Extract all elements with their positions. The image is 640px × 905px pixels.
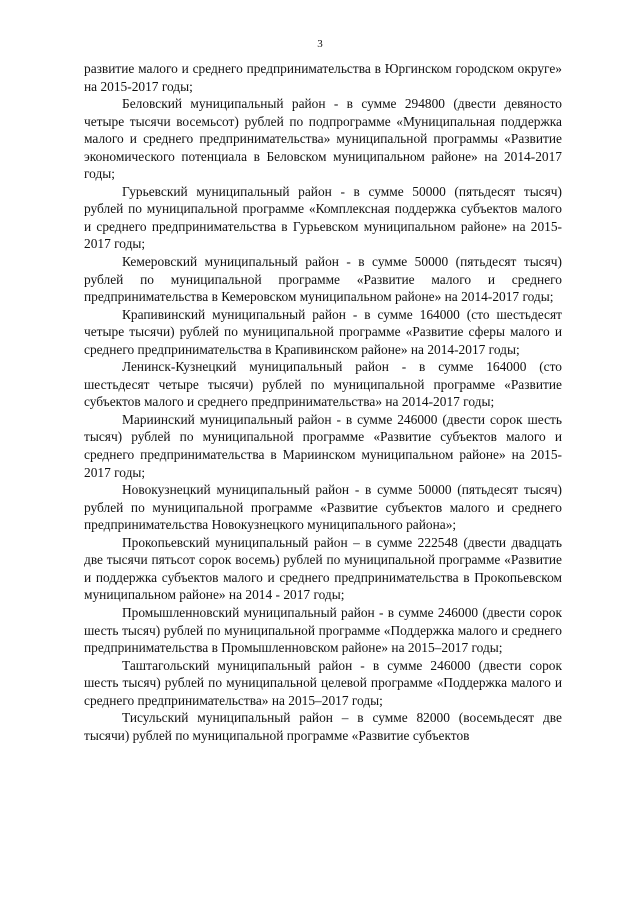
document-body xyxy=(84,60,562,744)
paragraph-promyshlennovsky: Промышленновский муниципальный район - в сумме 246000 (двести сорок шесть тысяч) рублей по муниципальной программе «Поддержка малого и среднего предпринимательства в Промышленновском районе» на 2015–2017 годы; xyxy=(84,604,562,656)
paragraph-mariinsky: Мариинский муниципальный район - в сумме 246000 (двести сорок шесть тысяч) рублей по муниципальной программе «Развитие субъектов малого и среднего предпринимательства в Мариинском муниципальном районе» на 2015-2017 годы; xyxy=(84,411,562,480)
paragraph-leninsk-kuznetsky: Ленинск-Кузнецкий муниципальный район - в сумме 164000 (сто шестьдесят четыре тысячи) рублей по муниципальной программе «Развитие субъектов малого и среднего предпринимательства» на 2014-2017 годы; xyxy=(84,359,562,410)
paragraph-prokopyevsky: Прокопьевский муниципальный район – в сумме 222548 (двести двадцать две тысячи пятьсот сорок восемь) рублей по муниципальной программе «Развитие и поддержка субъектов малого и среднего предпринимательства в Прокопьевском муниципальном районе» на 2014 - 2017 годы; xyxy=(84,534,562,603)
paragraph-guryevsky: Гурьевский муниципальный район - в сумме 50000 (пятьдесят тысяч) рублей по муниципальной программе «Комплексная поддержка субъектов малого и среднего предпринимательства в Гурьевском муниципальном районе» на 2015-2017 годы; xyxy=(84,183,562,252)
paragraph-krapivinsky: Крапивинский муниципальный район - в сумме 164000 (сто шестьдесят четыре тысячи) рублей по муниципальной программе «Развитие сферы малого и среднего предпринимательства в Крапивинском районе» на 2014-2017 годы; xyxy=(84,306,562,357)
paragraph-tisulsky: Тисульский муниципальный район – в сумме 82000 (восемьдесят две тысячи) рублей по муниципальной программе «Развитие субъектов xyxy=(84,710,562,743)
paragraph-yurga-continuation: развитие малого и среднего предпринимательства в Юргинском городском округе» на 2015-2017 годы; xyxy=(84,61,562,94)
page-number: 3 xyxy=(317,38,323,50)
paragraph-novokuznetsky: Новокузнецкий муниципальный район - в сумме 50000 (пятьдесят тысяч) рублей по муниципальной программе «Развитие субъектов малого и среднего предпринимательства Новокузнецкого муниципального района»; xyxy=(84,482,562,533)
paragraph-belovsky: Беловский муниципальный район - в сумме 294800 (двести девяносто четыре тысячи восемьсот) рублей по подпрограмме «Муниципальная поддержка малого и среднего предпринимательства» муниципальной программы «Развитие экономического потенциала в Беловском муниципальном районе» на 2014-2017 годы; xyxy=(84,96,562,182)
paragraph-kemerovsky: Кемеровский муниципальный район - в сумме 50000 (пятьдесят тысяч) рублей по муниципальной программе «Развитие малого и среднего предпринимательства в Кемеровском муниципальном районе» на 2014-2017 годы; xyxy=(84,254,562,305)
paragraph-tashtagolsky: Таштагольский муниципальный район - в сумме 246000 (двести сорок шесть тысяч) рублей по муниципальной целевой программе «Поддержка малого и среднего предпринимательства» на 2015–2017 годы; xyxy=(84,657,562,708)
